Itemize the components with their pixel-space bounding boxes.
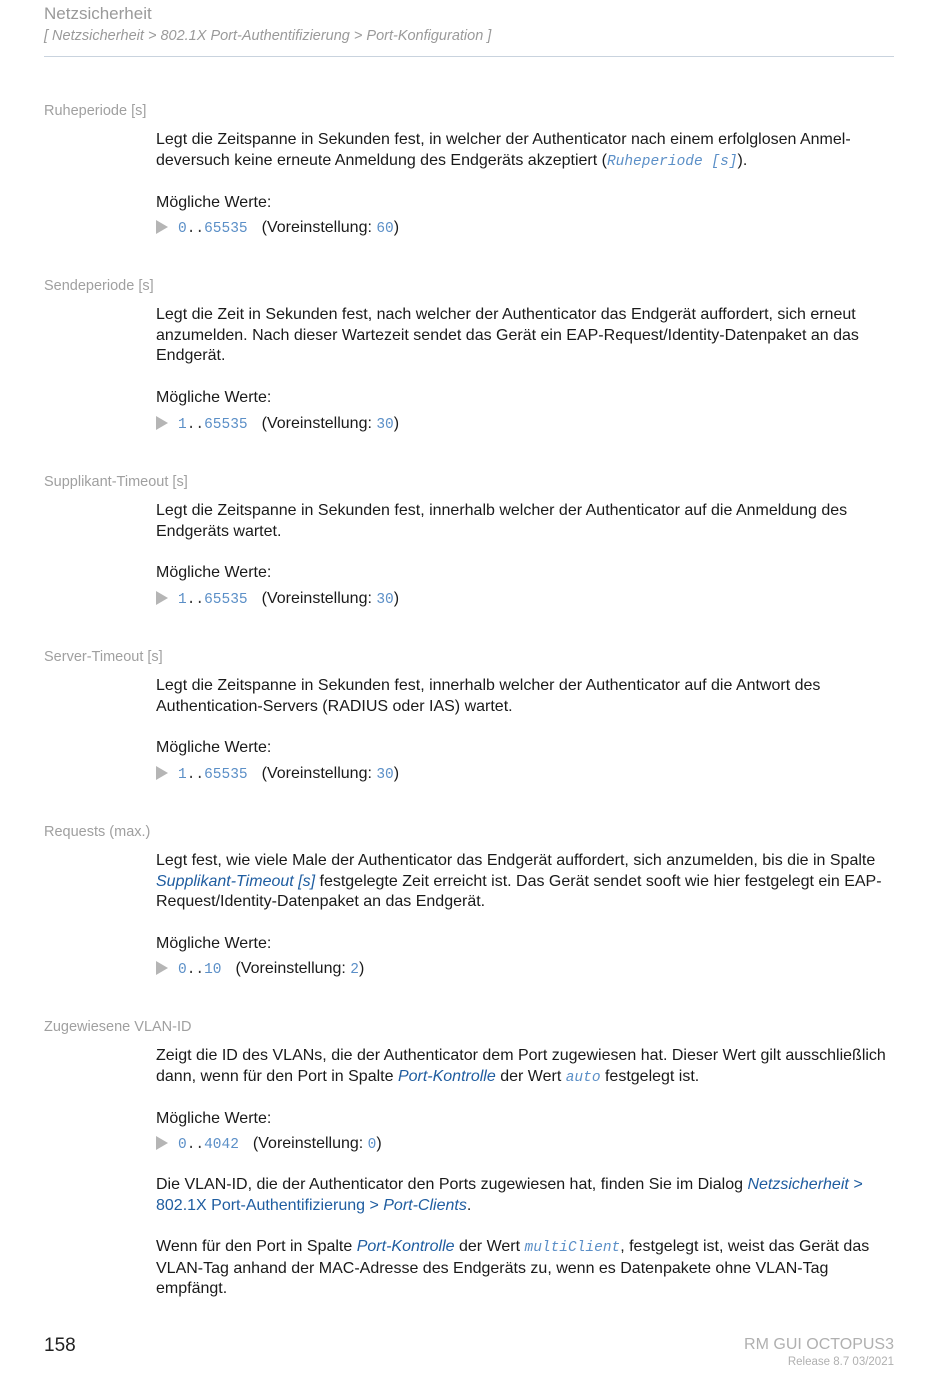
value-range-row: 1..65535 (Voreinstellung: 30) [156, 764, 399, 785]
bullet-triangle-icon [156, 220, 168, 234]
section-description-sendeperiode: Legt die Zeit in Sekunden fest, nach welcher der Authenticator das Endgerät auffordert, sich erneut anzumelden. Nach dieser Wartezeit sendet das Gerät ein EAP-Request/Identity-Datenpaket an das Endgerät. [156, 306, 859, 364]
link-port-clients[interactable]: Port-Clients [383, 1196, 467, 1214]
link-port-kontrolle[interactable]: Port-Kontrolle [397, 1067, 496, 1085]
value-range-row: 1..65535 (Voreinstellung: 30) [156, 414, 399, 435]
param-code: multiClient [524, 1240, 621, 1256]
section-label-sendeperiode: Sendeperiode [s] [44, 278, 154, 294]
note-multiclient: Wenn für den Port in Spalte Port-Kontrolle der Wert multiClient, festgelegt ist, weist das Gerät das VLAN-Tag anhand der MAC-Adresse des Endgeräts zu, wenn es Datenpakete ohne VLAN-Tag empfängt. [156, 1238, 870, 1297]
link-8021x-port-auth[interactable]: 802.1X Port-Authentifizierung > [156, 1196, 384, 1214]
bullet-triangle-icon [156, 1136, 168, 1150]
header-divider [44, 56, 894, 57]
footer-product: RM GUI OCTOPUS3 [744, 1336, 894, 1353]
breadcrumb: [ Netzsicherheit > 802.1X Port-Authentifizierung > Port-Konfiguration ] [44, 28, 492, 44]
page-number: 158 [44, 1335, 76, 1356]
default-value: 2 [350, 962, 359, 978]
param-code: auto [565, 1069, 601, 1086]
section-label-supplikant-timeout: Supplikant-Timeout [s] [44, 474, 188, 490]
section-description-server-timeout: Legt die Zeitspanne in Sekunden fest, innerhalb welcher der Authenticator auf die Antwort des Authentication-Servers (RADIUS oder IAS) wartet. [156, 677, 821, 715]
default-value: 60 [376, 221, 394, 237]
possible-values-label: Mögliche Werte: [156, 739, 272, 756]
section-label-ruheperiode: Ruheperiode [s] [44, 103, 147, 119]
page-header [44, 4, 894, 46]
possible-values-label: Mögliche Werte: [156, 935, 272, 952]
chapter-title: Netzsicherheit [44, 4, 152, 23]
section-label-requests-max: Requests (max.) [44, 824, 151, 840]
section-description-ruheperiode: Legt die Zeitspanne in Sekunden fest, in welcher der Authenticator nach einem erfolglosen Anmel-deversuch keine erneute Anmeldung des Endgeräts akzeptiert (Ruheperiode [s]). [156, 131, 851, 170]
possible-values-label: Mögliche Werte: [156, 1110, 272, 1127]
value-range-row: 0..10 (Voreinstellung: 2) [156, 959, 364, 980]
bullet-triangle-icon [156, 766, 168, 780]
link-port-kontrolle[interactable]: Port-Kontrolle [356, 1238, 455, 1255]
value-range-row: 0..65535 (Voreinstellung: 60) [156, 218, 399, 239]
section-label-server-timeout: Server-Timeout [s] [44, 649, 163, 665]
section-description-vlan-id: Zeigt die ID des VLANs, die der Authenticator dem Port zugewiesen hat. Dieser Wert gilt ausschließlich dann, wenn für den Port in Spalte Port-Kontrolle der Wert auto festgelegt ist. [156, 1047, 886, 1086]
possible-values-label: Mögliche Werte: [156, 194, 272, 211]
value-range-row: 0..4042 (Voreinstellung: 0) [156, 1134, 382, 1155]
link-supplikant-timeout[interactable]: Supplikant-Timeout [s] [156, 872, 316, 890]
default-value: 30 [376, 417, 394, 433]
bullet-triangle-icon [156, 961, 168, 975]
bullet-triangle-icon [156, 416, 168, 430]
bullet-triangle-icon [156, 591, 168, 605]
default-value: 30 [376, 592, 394, 608]
note-port-clients: Die VLAN-ID, die der Authenticator den Ports zugewiesen hat, finden Sie im Dialog Netzsicherheit > 802.1X Port-Authentifizierung > Port-Clients. [156, 1176, 863, 1214]
default-value: 0 [367, 1137, 377, 1153]
possible-values-label: Mögliche Werte: [156, 389, 272, 406]
default-value: 30 [376, 767, 394, 783]
footer-release: Release 8.7 03/2021 [787, 1356, 894, 1368]
param-code: Ruheperiode [s] [606, 153, 738, 170]
section-description-supplikant-timeout: Legt die Zeitspanne in Sekunden fest, innerhalb welcher der Authenticator auf die Anmeldung des Endgeräts wartet. [156, 502, 848, 540]
section-label-zugewiesene-vlan-id: Zugewiesene VLAN-ID [44, 1019, 192, 1035]
link-netzsicherheit[interactable]: Netzsicherheit > [747, 1176, 863, 1193]
possible-values-label: Mögliche Werte: [156, 564, 272, 581]
section-description-requests-max: Legt fest, wie viele Male der Authenticator das Endgerät auffordert, sich anzumelden, bis die in Spalte Supplikant-Timeout [s] festgelegte Zeit erreicht ist. Das Gerät sendet sooft wie hier festgelegt ein EAP-Request/Identity-Datenpaket an das Endgerät. [156, 852, 882, 910]
value-range-row: 1..65535 (Voreinstellung: 30) [156, 589, 399, 610]
